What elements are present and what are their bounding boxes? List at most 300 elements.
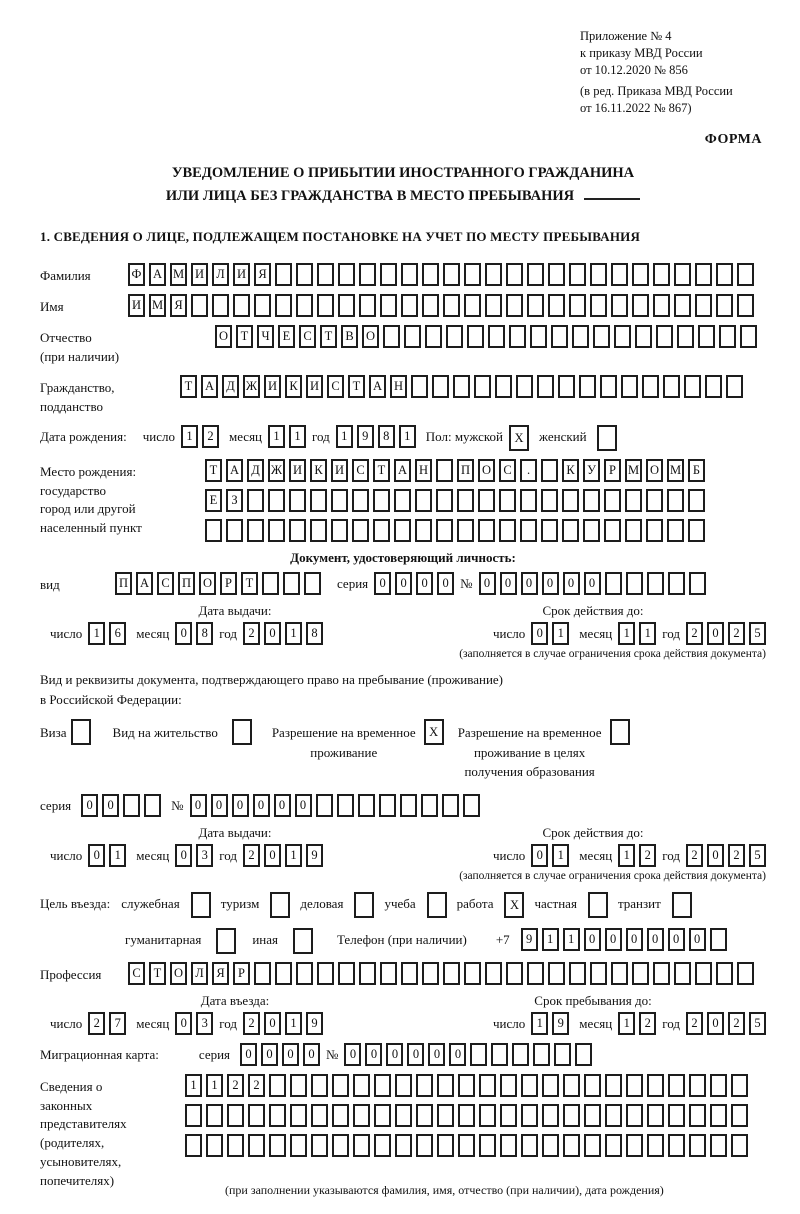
char-box[interactable]: Ч: [257, 325, 274, 348]
purpose-official-checkbox[interactable]: [191, 892, 211, 918]
char-box[interactable]: 6: [109, 622, 126, 645]
char-box[interactable]: 1: [285, 622, 302, 645]
char-box[interactable]: [605, 1104, 622, 1127]
char-box[interactable]: [479, 1074, 496, 1097]
char-box[interactable]: 0: [563, 572, 580, 595]
char-box[interactable]: [632, 962, 649, 985]
char-box[interactable]: 2: [728, 622, 745, 645]
char-box[interactable]: [332, 1074, 349, 1097]
char-box[interactable]: [590, 263, 607, 286]
char-box[interactable]: Ж: [243, 375, 260, 398]
representatives-line1[interactable]: [185, 1074, 748, 1097]
char-box[interactable]: [491, 1043, 508, 1066]
char-box[interactable]: [597, 425, 617, 451]
char-box[interactable]: 1: [268, 425, 285, 448]
char-box[interactable]: [311, 1134, 328, 1157]
entry-year-boxes[interactable]: [243, 1012, 323, 1035]
char-box[interactable]: 0: [531, 622, 548, 645]
residence-permit-checkbox[interactable]: [232, 719, 252, 745]
char-box[interactable]: 1: [285, 844, 302, 867]
char-box[interactable]: 0: [707, 1012, 724, 1035]
char-box[interactable]: [689, 572, 706, 595]
char-box[interactable]: 0: [584, 572, 601, 595]
char-box[interactable]: [698, 325, 715, 348]
char-box[interactable]: 2: [227, 1074, 244, 1097]
char-box[interactable]: [689, 1074, 706, 1097]
char-box[interactable]: [254, 294, 271, 317]
char-box[interactable]: [226, 519, 243, 542]
char-box[interactable]: 0: [365, 1043, 382, 1066]
char-box[interactable]: [726, 375, 743, 398]
char-box[interactable]: [296, 294, 313, 317]
char-box[interactable]: М: [667, 459, 684, 482]
purpose-study-checkbox[interactable]: [427, 892, 447, 918]
char-box[interactable]: [290, 1074, 307, 1097]
issue-year-boxes[interactable]: [243, 622, 323, 645]
char-box[interactable]: [467, 325, 484, 348]
char-box[interactable]: 0: [707, 844, 724, 867]
char-box[interactable]: 0: [626, 928, 643, 951]
char-box[interactable]: 0: [668, 928, 685, 951]
char-box[interactable]: [442, 794, 459, 817]
char-box[interactable]: [283, 572, 300, 595]
char-box[interactable]: 0: [647, 928, 664, 951]
char-box[interactable]: 1: [531, 1012, 548, 1035]
char-box[interactable]: 2: [686, 1012, 703, 1035]
char-box[interactable]: 2: [639, 1012, 656, 1035]
char-box[interactable]: 0: [175, 622, 192, 645]
char-box[interactable]: Т: [180, 375, 197, 398]
char-box[interactable]: [421, 794, 438, 817]
char-box[interactable]: 0: [605, 928, 622, 951]
char-box[interactable]: [605, 1134, 622, 1157]
char-box[interactable]: [695, 294, 712, 317]
purpose-private-checkbox[interactable]: [588, 892, 608, 918]
char-box[interactable]: [289, 519, 306, 542]
char-box[interactable]: 1: [639, 622, 656, 645]
char-box[interactable]: [332, 1134, 349, 1157]
purpose-other-checkbox[interactable]: [293, 928, 313, 954]
char-box[interactable]: [710, 1134, 727, 1157]
char-box[interactable]: [331, 489, 348, 512]
char-box[interactable]: [653, 263, 670, 286]
char-box[interactable]: [626, 572, 643, 595]
char-box[interactable]: [500, 1074, 517, 1097]
char-box[interactable]: Т: [241, 572, 258, 595]
char-box[interactable]: [569, 962, 586, 985]
char-box[interactable]: [316, 794, 333, 817]
char-box[interactable]: [647, 1134, 664, 1157]
char-box[interactable]: [416, 1074, 433, 1097]
char-box[interactable]: [332, 1104, 349, 1127]
doc-series-boxes[interactable]: [374, 572, 454, 595]
char-box[interactable]: [268, 489, 285, 512]
profession-boxes[interactable]: [128, 962, 754, 985]
char-box[interactable]: [205, 519, 222, 542]
char-box[interactable]: [695, 263, 712, 286]
char-box[interactable]: С: [128, 962, 145, 985]
char-box[interactable]: [233, 294, 250, 317]
char-box[interactable]: Р: [220, 572, 237, 595]
char-box[interactable]: 2: [248, 1074, 265, 1097]
char-box[interactable]: [247, 519, 264, 542]
char-box[interactable]: Т: [149, 962, 166, 985]
char-box[interactable]: [499, 489, 516, 512]
char-box[interactable]: [653, 294, 670, 317]
char-box[interactable]: [521, 1134, 538, 1157]
char-box[interactable]: [464, 294, 481, 317]
char-box[interactable]: 0: [253, 794, 270, 817]
char-box[interactable]: 2: [243, 844, 260, 867]
char-box[interactable]: 0: [303, 1043, 320, 1066]
char-box[interactable]: [677, 325, 694, 348]
sex-male-checkbox[interactable]: [509, 425, 529, 451]
char-box[interactable]: [416, 1134, 433, 1157]
char-box[interactable]: [611, 294, 628, 317]
char-box[interactable]: И: [289, 459, 306, 482]
char-box[interactable]: Н: [390, 375, 407, 398]
char-box[interactable]: [542, 1074, 559, 1097]
char-box[interactable]: 0: [416, 572, 433, 595]
char-box[interactable]: [737, 962, 754, 985]
char-box[interactable]: [710, 928, 727, 951]
char-box[interactable]: [395, 1074, 412, 1097]
birth-place-line2[interactable]: [205, 489, 705, 512]
char-box[interactable]: П: [457, 459, 474, 482]
char-box[interactable]: 0: [175, 1012, 192, 1035]
char-box[interactable]: [436, 519, 453, 542]
char-box[interactable]: [527, 962, 544, 985]
char-box[interactable]: [464, 962, 481, 985]
char-box[interactable]: [506, 294, 523, 317]
char-box[interactable]: З: [226, 489, 243, 512]
char-box[interactable]: [537, 375, 554, 398]
char-box[interactable]: [425, 325, 442, 348]
char-box[interactable]: [432, 375, 449, 398]
char-box[interactable]: [353, 1074, 370, 1097]
char-box[interactable]: [563, 1074, 580, 1097]
representatives-line2[interactable]: [185, 1104, 748, 1127]
char-box[interactable]: [311, 1074, 328, 1097]
valid-year-boxes[interactable]: [686, 844, 766, 867]
char-box[interactable]: 0: [449, 1043, 466, 1066]
char-box[interactable]: 5: [749, 1012, 766, 1035]
char-box[interactable]: [353, 1104, 370, 1127]
char-box[interactable]: С: [299, 325, 316, 348]
char-box[interactable]: [394, 519, 411, 542]
char-box[interactable]: [227, 1104, 244, 1127]
char-box[interactable]: [625, 519, 642, 542]
char-box[interactable]: [359, 294, 376, 317]
char-box[interactable]: И: [191, 263, 208, 286]
char-box[interactable]: [443, 294, 460, 317]
char-box[interactable]: [512, 1043, 529, 1066]
char-box[interactable]: [206, 1134, 223, 1157]
char-box[interactable]: 1: [618, 1012, 635, 1035]
char-box[interactable]: [485, 294, 502, 317]
char-box[interactable]: И: [264, 375, 281, 398]
char-box[interactable]: И: [331, 459, 348, 482]
char-box[interactable]: Я: [212, 962, 229, 985]
char-box[interactable]: К: [310, 459, 327, 482]
char-box[interactable]: [443, 962, 460, 985]
char-box[interactable]: 1: [109, 844, 126, 867]
char-box[interactable]: [674, 263, 691, 286]
char-box[interactable]: 9: [357, 425, 374, 448]
char-box[interactable]: [206, 1104, 223, 1127]
char-box[interactable]: О: [646, 459, 663, 482]
temp-residence-education-checkbox[interactable]: [610, 719, 630, 745]
char-box[interactable]: 0: [264, 1012, 281, 1035]
birth-day-boxes[interactable]: [181, 425, 219, 448]
char-box[interactable]: Т: [320, 325, 337, 348]
char-box[interactable]: [668, 1074, 685, 1097]
char-box[interactable]: 5: [749, 844, 766, 867]
char-box[interactable]: 0: [374, 572, 391, 595]
char-box[interactable]: [317, 263, 334, 286]
char-box[interactable]: [584, 1104, 601, 1127]
char-box[interactable]: 0: [428, 1043, 445, 1066]
char-box[interactable]: О: [215, 325, 232, 348]
char-box[interactable]: 2: [686, 622, 703, 645]
char-box[interactable]: 1: [185, 1074, 202, 1097]
char-box[interactable]: 0: [531, 844, 548, 867]
char-box[interactable]: [695, 962, 712, 985]
char-box[interactable]: [737, 294, 754, 317]
char-box[interactable]: [530, 325, 547, 348]
char-box[interactable]: 0: [264, 622, 281, 645]
char-box[interactable]: [446, 325, 463, 348]
char-box[interactable]: [663, 375, 680, 398]
char-box[interactable]: [458, 1104, 475, 1127]
char-box[interactable]: [626, 1074, 643, 1097]
char-box[interactable]: Л: [191, 962, 208, 985]
char-box[interactable]: 8: [306, 622, 323, 645]
representatives-line3[interactable]: [185, 1134, 748, 1157]
char-box[interactable]: [488, 325, 505, 348]
char-box[interactable]: [185, 1134, 202, 1157]
char-box[interactable]: [400, 794, 417, 817]
char-box[interactable]: О: [362, 325, 379, 348]
char-box[interactable]: .: [520, 459, 537, 482]
char-box[interactable]: 7: [109, 1012, 126, 1035]
valid-year-boxes[interactable]: [686, 622, 766, 645]
char-box[interactable]: 9: [552, 1012, 569, 1035]
char-box[interactable]: [572, 325, 589, 348]
char-box[interactable]: [626, 1104, 643, 1127]
char-box[interactable]: [605, 572, 622, 595]
char-box[interactable]: [667, 489, 684, 512]
char-box[interactable]: 2: [243, 1012, 260, 1035]
char-box[interactable]: [296, 263, 313, 286]
char-box[interactable]: Е: [278, 325, 295, 348]
char-box[interactable]: [401, 962, 418, 985]
doc-number-boxes[interactable]: [479, 572, 706, 595]
char-box[interactable]: А: [369, 375, 386, 398]
char-box[interactable]: [395, 1134, 412, 1157]
char-box[interactable]: [458, 1134, 475, 1157]
char-box[interactable]: [611, 962, 628, 985]
char-box[interactable]: 1: [181, 425, 198, 448]
char-box[interactable]: [422, 294, 439, 317]
char-box[interactable]: [668, 1134, 685, 1157]
char-box[interactable]: [437, 1104, 454, 1127]
char-box[interactable]: П: [115, 572, 132, 595]
char-box[interactable]: [401, 263, 418, 286]
char-box[interactable]: С: [499, 459, 516, 482]
char-box[interactable]: [338, 962, 355, 985]
char-box[interactable]: [404, 325, 421, 348]
char-box[interactable]: [379, 794, 396, 817]
char-box[interactable]: 5: [749, 622, 766, 645]
char-box[interactable]: [485, 962, 502, 985]
purpose-tourism-checkbox[interactable]: [270, 892, 290, 918]
char-box[interactable]: [395, 1104, 412, 1127]
char-box[interactable]: [411, 375, 428, 398]
char-box[interactable]: [710, 1104, 727, 1127]
char-box[interactable]: X: [509, 425, 529, 451]
char-box[interactable]: [394, 489, 411, 512]
char-box[interactable]: [548, 962, 565, 985]
char-box[interactable]: [548, 263, 565, 286]
char-box[interactable]: [588, 892, 608, 918]
char-box[interactable]: О: [199, 572, 216, 595]
char-box[interactable]: Ф: [128, 263, 145, 286]
char-box[interactable]: [684, 375, 701, 398]
char-box[interactable]: [635, 325, 652, 348]
char-box[interactable]: [304, 572, 321, 595]
char-box[interactable]: Я: [170, 294, 187, 317]
char-box[interactable]: [317, 294, 334, 317]
char-box[interactable]: [689, 1134, 706, 1157]
migration-number-boxes[interactable]: [344, 1043, 592, 1066]
char-box[interactable]: 0: [295, 794, 312, 817]
char-box[interactable]: [269, 1134, 286, 1157]
purpose-humanitarian-checkbox[interactable]: [216, 928, 236, 954]
char-box[interactable]: 0: [274, 794, 291, 817]
residence-series-boxes[interactable]: [81, 794, 161, 817]
char-box[interactable]: [527, 263, 544, 286]
char-box[interactable]: 1: [542, 928, 559, 951]
char-box[interactable]: А: [226, 459, 243, 482]
char-box[interactable]: [521, 1104, 538, 1127]
valid-day-boxes[interactable]: [531, 622, 569, 645]
birth-month-boxes[interactable]: [268, 425, 306, 448]
purpose-work-checkbox[interactable]: [504, 892, 524, 918]
char-box[interactable]: [453, 375, 470, 398]
stay-day-boxes[interactable]: [531, 1012, 569, 1035]
char-box[interactable]: П: [178, 572, 195, 595]
char-box[interactable]: [548, 294, 565, 317]
char-box[interactable]: [212, 294, 229, 317]
char-box[interactable]: [275, 294, 292, 317]
birth-year-boxes[interactable]: [336, 425, 416, 448]
char-box[interactable]: [668, 572, 685, 595]
char-box[interactable]: [227, 1134, 244, 1157]
char-box[interactable]: [359, 263, 376, 286]
char-box[interactable]: [575, 1043, 592, 1066]
char-box[interactable]: Т: [236, 325, 253, 348]
char-box[interactable]: [590, 962, 607, 985]
char-box[interactable]: [464, 263, 481, 286]
char-box[interactable]: 2: [88, 1012, 105, 1035]
char-box[interactable]: [499, 519, 516, 542]
char-box[interactable]: [710, 1074, 727, 1097]
char-box[interactable]: [520, 489, 537, 512]
char-box[interactable]: [740, 325, 757, 348]
char-box[interactable]: [191, 892, 211, 918]
char-box[interactable]: [554, 1043, 571, 1066]
char-box[interactable]: [605, 1074, 622, 1097]
char-box[interactable]: [337, 794, 354, 817]
char-box[interactable]: [248, 1134, 265, 1157]
char-box[interactable]: [731, 1134, 748, 1157]
char-box[interactable]: [541, 519, 558, 542]
char-box[interactable]: [621, 375, 638, 398]
char-box[interactable]: 0: [584, 928, 601, 951]
char-box[interactable]: [632, 263, 649, 286]
purpose-business-checkbox[interactable]: [354, 892, 374, 918]
char-box[interactable]: 1: [206, 1074, 223, 1097]
char-box[interactable]: 0: [707, 622, 724, 645]
char-box[interactable]: 9: [521, 928, 538, 951]
char-box[interactable]: [353, 1134, 370, 1157]
char-box[interactable]: [185, 1104, 202, 1127]
char-box[interactable]: [611, 263, 628, 286]
char-box[interactable]: [380, 294, 397, 317]
char-box[interactable]: 0: [175, 844, 192, 867]
char-box[interactable]: [674, 962, 691, 985]
char-box[interactable]: [422, 962, 439, 985]
char-box[interactable]: Е: [205, 489, 222, 512]
char-box[interactable]: [647, 1074, 664, 1097]
char-box[interactable]: [352, 519, 369, 542]
char-box[interactable]: [478, 519, 495, 542]
char-box[interactable]: [562, 519, 579, 542]
char-box[interactable]: 2: [639, 844, 656, 867]
valid-month-boxes[interactable]: [618, 844, 656, 867]
char-box[interactable]: [373, 519, 390, 542]
visa-checkbox[interactable]: [71, 719, 91, 745]
char-box[interactable]: Т: [205, 459, 222, 482]
char-box[interactable]: 8: [378, 425, 395, 448]
char-box[interactable]: С: [157, 572, 174, 595]
char-box[interactable]: [416, 1104, 433, 1127]
char-box[interactable]: [647, 1104, 664, 1127]
issue-day-boxes[interactable]: [88, 844, 126, 867]
char-box[interactable]: [610, 719, 630, 745]
char-box[interactable]: [551, 325, 568, 348]
char-box[interactable]: [614, 325, 631, 348]
char-box[interactable]: [731, 1074, 748, 1097]
char-box[interactable]: Ж: [268, 459, 285, 482]
char-box[interactable]: [583, 519, 600, 542]
issue-month-boxes[interactable]: [175, 622, 213, 645]
char-box[interactable]: [521, 1074, 538, 1097]
char-box[interactable]: 0: [500, 572, 517, 595]
char-box[interactable]: [269, 1104, 286, 1127]
char-box[interactable]: 0: [386, 1043, 403, 1066]
char-box[interactable]: [667, 519, 684, 542]
char-box[interactable]: К: [285, 375, 302, 398]
char-box[interactable]: [716, 294, 733, 317]
char-box[interactable]: 0: [102, 794, 119, 817]
char-box[interactable]: [458, 1074, 475, 1097]
char-box[interactable]: [436, 459, 453, 482]
birth-place-line3[interactable]: [205, 519, 705, 542]
char-box[interactable]: [216, 928, 236, 954]
char-box[interactable]: [647, 572, 664, 595]
